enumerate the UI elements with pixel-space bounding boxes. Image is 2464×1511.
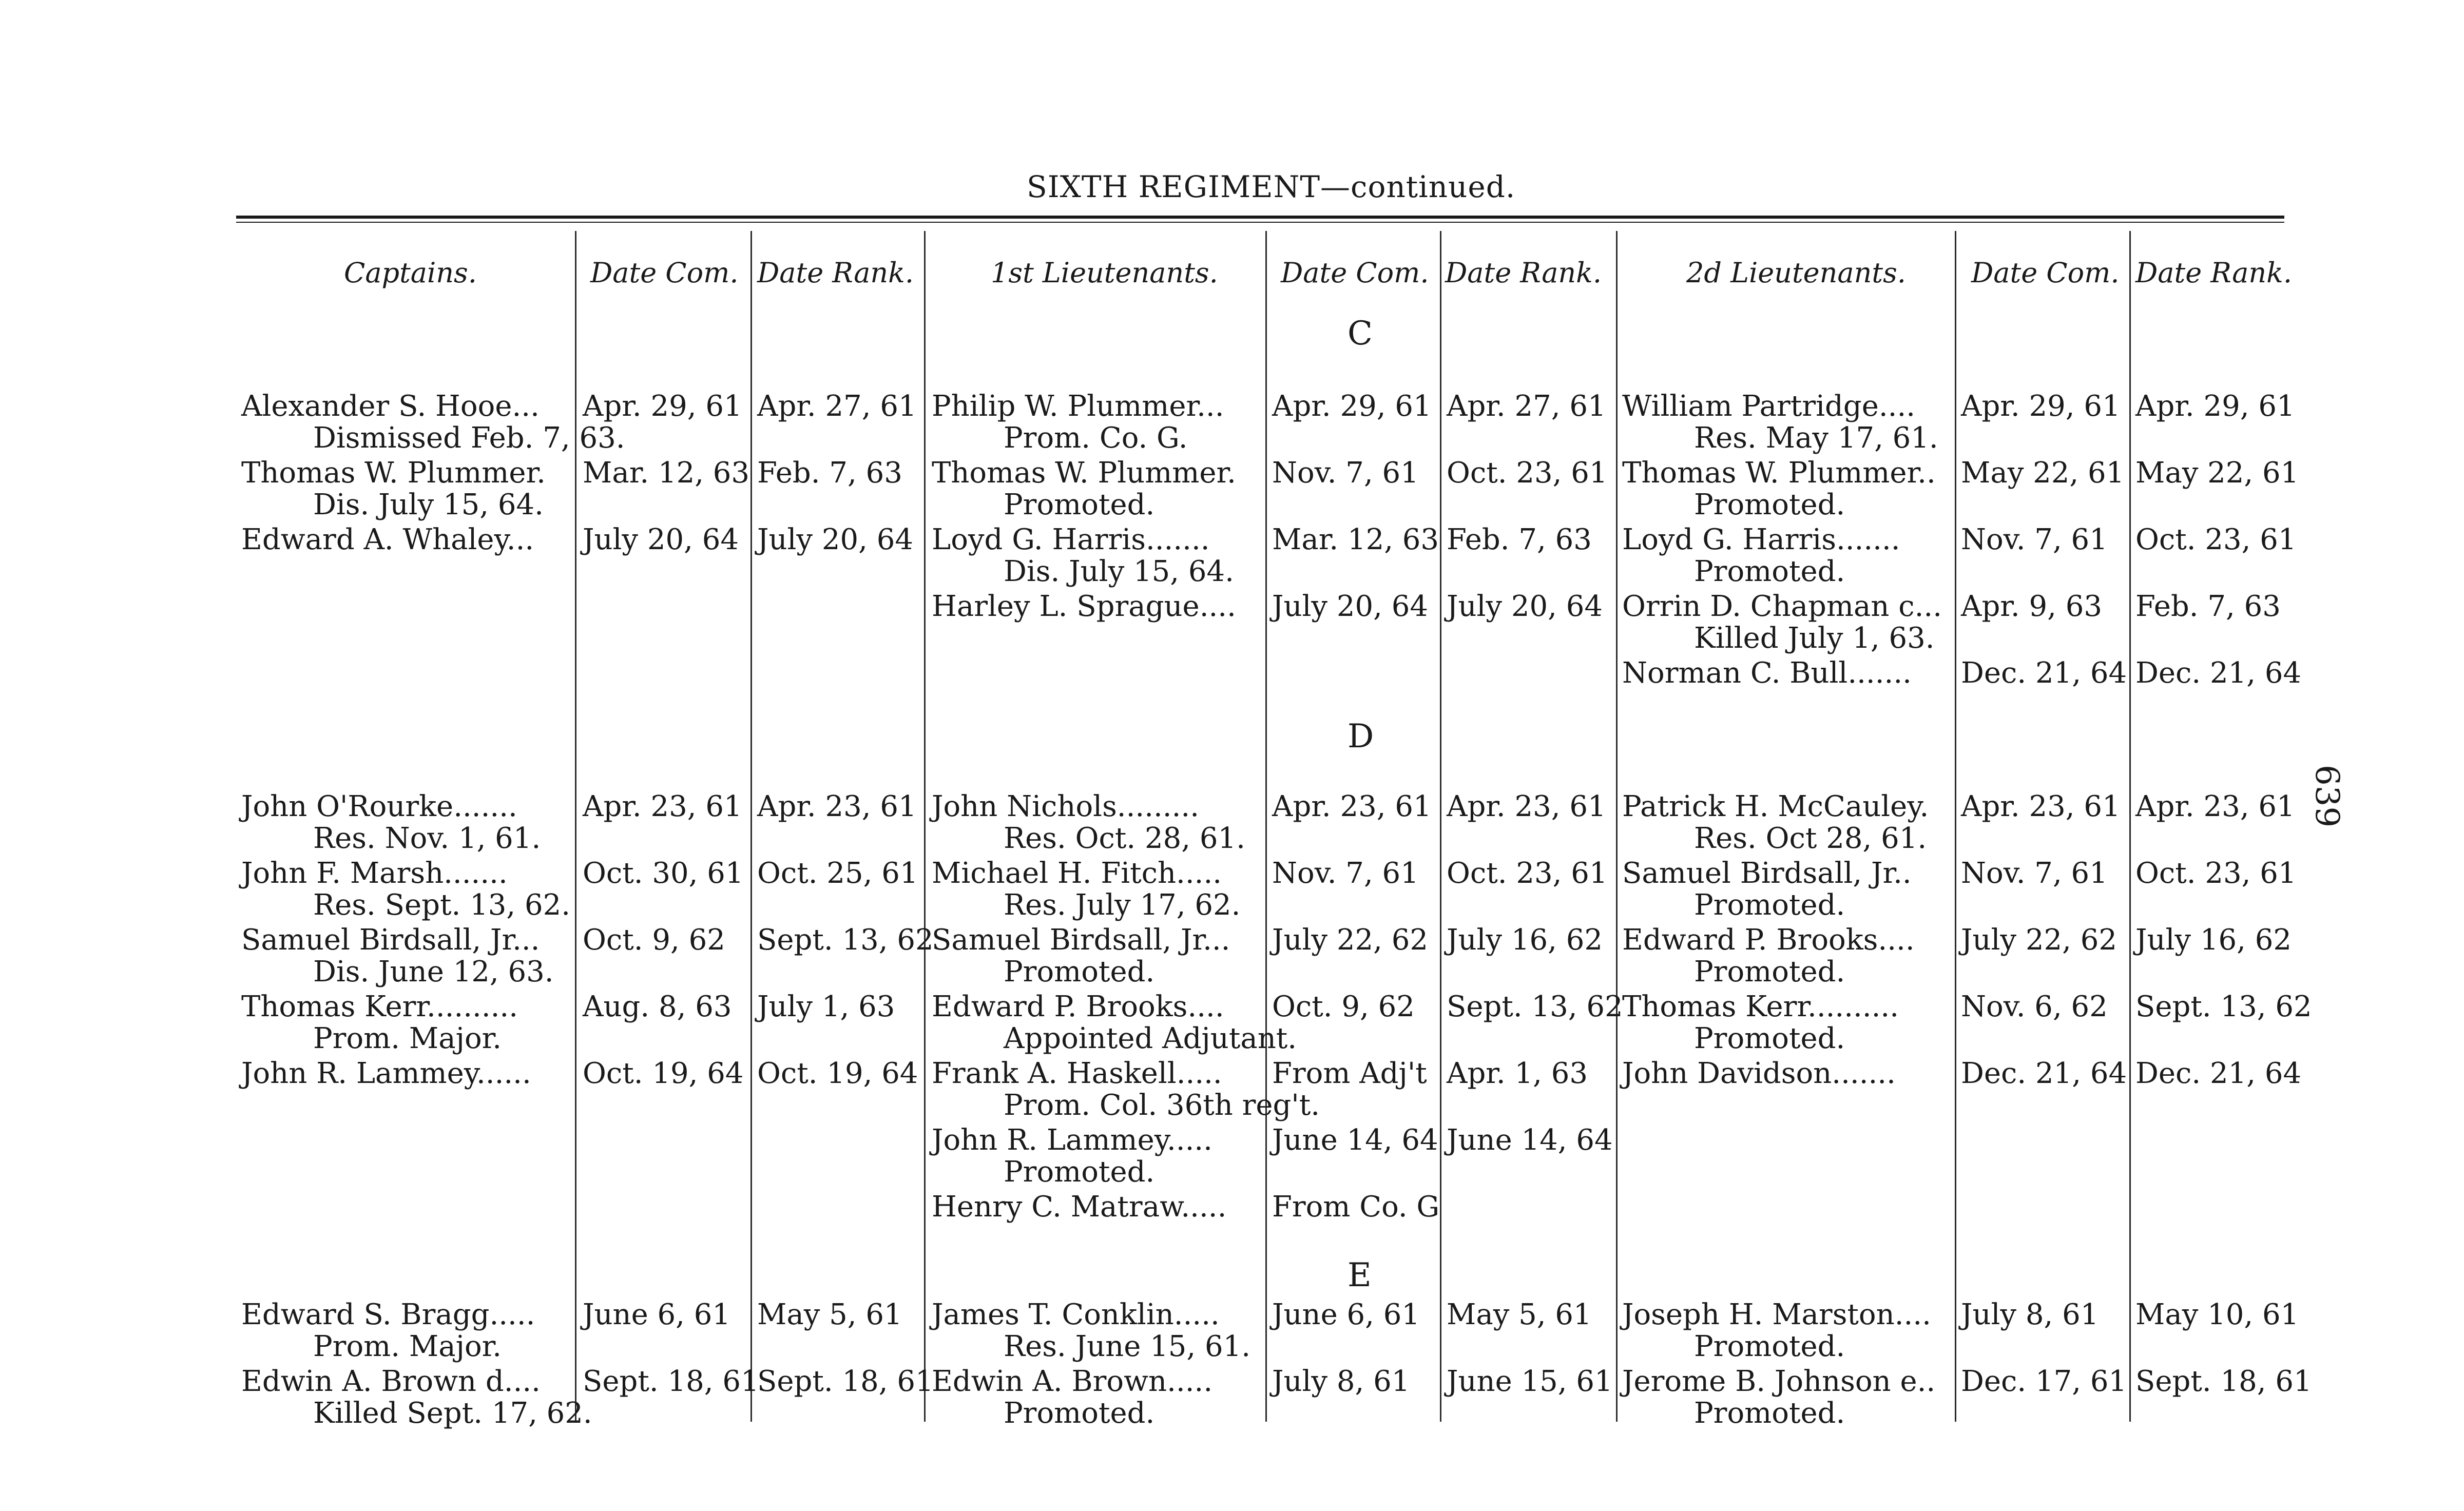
second-lieutenant-date-rank: Apr. 29, 61 [2135, 390, 2295, 423]
second-lieutenant-date-rank: Sept. 13, 62 [2135, 990, 2312, 1023]
first-lieutenant-date-com: Nov. 7, 61 [1272, 456, 1419, 490]
top-rule [236, 216, 2284, 219]
second-lieutenant-date-rank: Oct. 23, 61 [2135, 523, 2297, 556]
second-lieutenant-date-rank: Feb. 7, 63 [2135, 590, 2281, 623]
second-lieutenant-name: Patrick H. McCauley. [1622, 790, 1929, 823]
second-lieutenant-note: Promoted. [1694, 1397, 1845, 1430]
second-lieutenant-date-rank: July 16, 62 [2135, 923, 2292, 957]
captain-date-com: Mar. 12, 63 [583, 456, 750, 490]
second-lieutenant-note: Promoted. [1694, 1330, 1845, 1363]
captain-note: Prom. Major. [313, 1330, 502, 1363]
first-lieutenant-date-rank: Oct. 23, 61 [1447, 456, 1608, 490]
second-lieutenant-date-com: Dec. 21, 64 [1961, 656, 2127, 690]
first-lieutenant-date-com: June 14, 64 [1272, 1123, 1438, 1157]
column-divider [750, 231, 752, 1422]
second-lieutenant-name: Thomas W. Plummer.. [1622, 456, 1936, 490]
first-lieutenant-name: John Nichols......... [932, 790, 1200, 823]
page-title: SIXTH REGIMENT—continued. [1027, 169, 1516, 204]
captain-date-rank: Feb. 7, 63 [757, 456, 902, 490]
first-lieutenant-date-com: Oct. 9, 62 [1272, 990, 1415, 1023]
company-letter: C [1348, 315, 1373, 353]
captain-date-com: Sept. 18, 61 [583, 1365, 759, 1398]
captain-note: Dis. July 15, 64. [313, 488, 544, 521]
first-lieutenant-name: Michael H. Fitch..... [932, 857, 1222, 890]
second-lieutenant-name: Norman C. Bull....... [1622, 656, 1912, 690]
second-lieutenant-note: Promoted. [1694, 555, 1845, 588]
first-lieutenant-date-com: July 22, 62 [1272, 923, 1428, 957]
captain-date-com: Oct. 30, 61 [583, 857, 744, 890]
second-lieutenant-date-com: Dec. 17, 61 [1961, 1365, 2127, 1398]
first-lieutenant-note: Promoted. [1004, 955, 1155, 989]
first-lieutenant-name: Edwin A. Brown..... [932, 1365, 1213, 1398]
first-lieutenant-date-rank: July 20, 64 [1447, 590, 1603, 623]
captain-date-com: July 20, 64 [583, 523, 739, 556]
page-number: 639 [2308, 765, 2346, 828]
first-lieutenant-name: James T. Conklin..... [932, 1298, 1220, 1331]
captain-name: Edwin A. Brown d.... [241, 1365, 541, 1398]
first-lieutenant-date-com: From Adj't [1272, 1057, 1427, 1090]
second-lieutenant-note: Promoted. [1694, 488, 1845, 521]
captain-name: Edward A. Whaley... [241, 523, 534, 556]
first-lieutenant-date-rank: June 15, 61 [1447, 1365, 1613, 1398]
captain-date-rank: Oct. 19, 64 [757, 1057, 918, 1090]
column-divider [1440, 231, 1441, 1422]
first-lieutenant-date-com: July 20, 64 [1272, 590, 1428, 623]
first-lieutenant-note: Promoted. [1004, 488, 1155, 521]
first-lieutenant-date-com: July 8, 61 [1272, 1365, 1410, 1398]
col-header-date-com-3: Date Com. [1971, 257, 2120, 289]
second-lieutenant-name: Samuel Birdsall, Jr.. [1622, 857, 1912, 890]
second-lieutenant-date-com: Nov. 6, 62 [1961, 990, 2108, 1023]
first-lieutenant-date-rank: Oct. 23, 61 [1447, 857, 1608, 890]
first-lieutenant-date-rank: Sept. 13, 62 [1447, 990, 1623, 1023]
first-lieutenant-date-com: June 6, 61 [1272, 1298, 1420, 1331]
captain-name: Edward S. Bragg..... [241, 1298, 535, 1331]
company-letter: E [1348, 1256, 1372, 1294]
second-lieutenant-date-rank: May 10, 61 [2135, 1298, 2299, 1331]
second-lieutenant-name: John Davidson....... [1622, 1057, 1896, 1090]
second-lieutenant-name: Thomas Kerr.......... [1622, 990, 1899, 1023]
second-lieutenant-date-com: Nov. 7, 61 [1961, 857, 2108, 890]
first-lieutenant-name: Loyd G. Harris....... [932, 523, 1210, 556]
first-lieutenant-note: Appointed Adjutant. [1004, 1022, 1297, 1055]
column-divider [924, 231, 926, 1422]
col-header-date-com-1: Date Com. [590, 257, 739, 289]
first-lieutenant-date-com: Apr. 23, 61 [1272, 790, 1432, 823]
first-lieutenant-date-rank: Feb. 7, 63 [1447, 523, 1592, 556]
first-lieutenant-note: Res. Oct. 28, 61. [1004, 822, 1245, 855]
first-lieutenant-date-com: From Co. G [1272, 1190, 1440, 1224]
col-header-date-rank-2: Date Rank. [1445, 257, 1602, 289]
second-lieutenant-date-rank: May 22, 61 [2135, 456, 2299, 490]
second-lieutenant-date-rank: Dec. 21, 64 [2135, 656, 2302, 690]
captain-note: Dismissed Feb. 7, 63. [313, 421, 625, 455]
col-header-date-rank-1: Date Rank. [757, 257, 914, 289]
column-divider [1616, 231, 1618, 1422]
first-lieutenant-name: Edward P. Brooks.... [932, 990, 1224, 1023]
second-lieutenant-note: Promoted. [1694, 1022, 1845, 1055]
second-lieutenant-note: Res. May 17, 61. [1694, 421, 1938, 455]
captain-date-com: Apr. 23, 61 [583, 790, 742, 823]
second-lieutenant-date-com: July 8, 61 [1961, 1298, 2099, 1331]
captain-date-com: Oct. 19, 64 [583, 1057, 744, 1090]
captain-name: Thomas Kerr.......... [241, 990, 518, 1023]
second-lieutenant-name: Edward P. Brooks.... [1622, 923, 1915, 957]
captain-date-rank: Apr. 27, 61 [757, 390, 917, 423]
first-lieutenant-date-rank: May 5, 61 [1447, 1298, 1592, 1331]
second-lieutenant-date-com: May 22, 61 [1961, 456, 2125, 490]
col-header-date-rank-3: Date Rank. [2135, 257, 2293, 289]
first-lieutenant-note: Prom. Co. G. [1004, 421, 1188, 455]
second-lieutenant-name: Jerome B. Johnson e.. [1622, 1365, 1936, 1398]
first-lieutenant-date-rank: July 16, 62 [1447, 923, 1603, 957]
second-lieutenant-name: William Partridge.... [1622, 390, 1916, 423]
second-lieutenant-date-rank: Sept. 18, 61 [2135, 1365, 2312, 1398]
column-divider [575, 231, 576, 1422]
captain-date-rank: Apr. 23, 61 [757, 790, 917, 823]
first-lieutenant-name: Samuel Birdsall, Jr... [932, 923, 1230, 957]
captain-note: Dis. June 12, 63. [313, 955, 554, 989]
company-letter: D [1348, 718, 1374, 756]
first-lieutenant-name: Frank A. Haskell..... [932, 1057, 1222, 1090]
first-lieutenant-date-com: Mar. 12, 63 [1272, 523, 1439, 556]
captain-date-rank: July 1, 63 [757, 990, 895, 1023]
captain-note: Res. Sept. 13, 62. [313, 888, 571, 922]
captain-date-rank: Sept. 13, 62 [757, 923, 934, 957]
first-lieutenant-note: Prom. Col. 36th reg't. [1004, 1089, 1320, 1122]
second-lieutenant-name: Loyd G. Harris....... [1622, 523, 1900, 556]
first-lieutenant-date-com: Nov. 7, 61 [1272, 857, 1419, 890]
first-lieutenant-note: Promoted. [1004, 1155, 1155, 1189]
captain-date-rank: July 20, 64 [757, 523, 913, 556]
captain-date-com: June 6, 61 [583, 1298, 731, 1331]
captain-note: Prom. Major. [313, 1022, 502, 1055]
captain-date-rank: May 5, 61 [757, 1298, 902, 1331]
captain-note: Res. Nov. 1, 61. [313, 822, 541, 855]
first-lieutenant-name: Henry C. Matraw..... [932, 1190, 1227, 1224]
second-lieutenant-name: Orrin D. Chapman c... [1622, 590, 1942, 623]
header-rule-thin [236, 222, 2284, 223]
second-lieutenant-date-rank: Oct. 23, 61 [2135, 857, 2297, 890]
captain-name: Samuel Birdsall, Jr... [241, 923, 540, 957]
second-lieutenant-date-com: Apr. 23, 61 [1961, 790, 2121, 823]
first-lieutenant-name: John R. Lammey..... [932, 1123, 1212, 1157]
captain-name: John F. Marsh....... [241, 857, 508, 890]
column-divider [2129, 231, 2131, 1422]
first-lieutenant-date-rank: Apr. 27, 61 [1447, 390, 1606, 423]
captain-name: John R. Lammey...... [241, 1057, 531, 1090]
captain-name: Alexander S. Hooe... [241, 390, 540, 423]
second-lieutenant-note: Promoted. [1694, 955, 1845, 989]
first-lieutenant-date-rank: Apr. 1, 63 [1447, 1057, 1588, 1090]
second-lieutenant-date-rank: Dec. 21, 64 [2135, 1057, 2302, 1090]
second-lieutenant-date-com: Dec. 21, 64 [1961, 1057, 2127, 1090]
first-lieutenant-name: Thomas W. Plummer. [932, 456, 1236, 490]
first-lieutenant-note: Dis. July 15, 64. [1004, 555, 1234, 588]
second-lieutenant-date-com: Apr. 9, 63 [1961, 590, 2102, 623]
first-lieutenant-note: Promoted. [1004, 1397, 1155, 1430]
column-divider [1265, 231, 1267, 1422]
second-lieutenant-date-com: July 22, 62 [1961, 923, 2117, 957]
captain-date-com: Apr. 29, 61 [583, 390, 742, 423]
captain-date-com: Oct. 9, 62 [583, 923, 725, 957]
first-lieutenant-date-rank: June 14, 64 [1447, 1123, 1613, 1157]
first-lieutenant-date-com: Apr. 29, 61 [1272, 390, 1432, 423]
first-lieutenant-note: Res. June 15, 61. [1004, 1330, 1251, 1363]
second-lieutenant-note: Killed July 1, 63. [1694, 622, 1935, 655]
col-header-date-com-2: Date Com. [1281, 257, 1429, 289]
captain-date-com: Aug. 8, 63 [583, 990, 732, 1023]
second-lieutenant-note: Res. Oct 28, 61. [1694, 822, 1927, 855]
second-lieutenant-date-com: Nov. 7, 61 [1961, 523, 2108, 556]
captain-name: John O'Rourke....... [241, 790, 517, 823]
captain-date-rank: Oct. 25, 61 [757, 857, 918, 890]
col-header-first-lieutenants: 1st Lieutenants. [991, 257, 1218, 289]
captain-note: Killed Sept. 17, 62. [313, 1397, 592, 1430]
col-header-captains: Captains. [344, 257, 477, 289]
column-divider [1955, 231, 1956, 1422]
first-lieutenant-note: Res. July 17, 62. [1004, 888, 1241, 922]
second-lieutenant-date-rank: Apr. 23, 61 [2135, 790, 2295, 823]
first-lieutenant-name: Philip W. Plummer... [932, 390, 1224, 423]
second-lieutenant-note: Promoted. [1694, 888, 1845, 922]
first-lieutenant-date-rank: Apr. 23, 61 [1447, 790, 1606, 823]
col-header-second-lieutenants: 2d Lieutenants. [1686, 257, 1906, 289]
captain-name: Thomas W. Plummer. [241, 456, 546, 490]
first-lieutenant-name: Harley L. Sprague.... [932, 590, 1236, 623]
second-lieutenant-name: Joseph H. Marston.... [1622, 1298, 1931, 1331]
captain-date-rank: Sept. 18, 61 [757, 1365, 934, 1398]
second-lieutenant-date-com: Apr. 29, 61 [1961, 390, 2121, 423]
